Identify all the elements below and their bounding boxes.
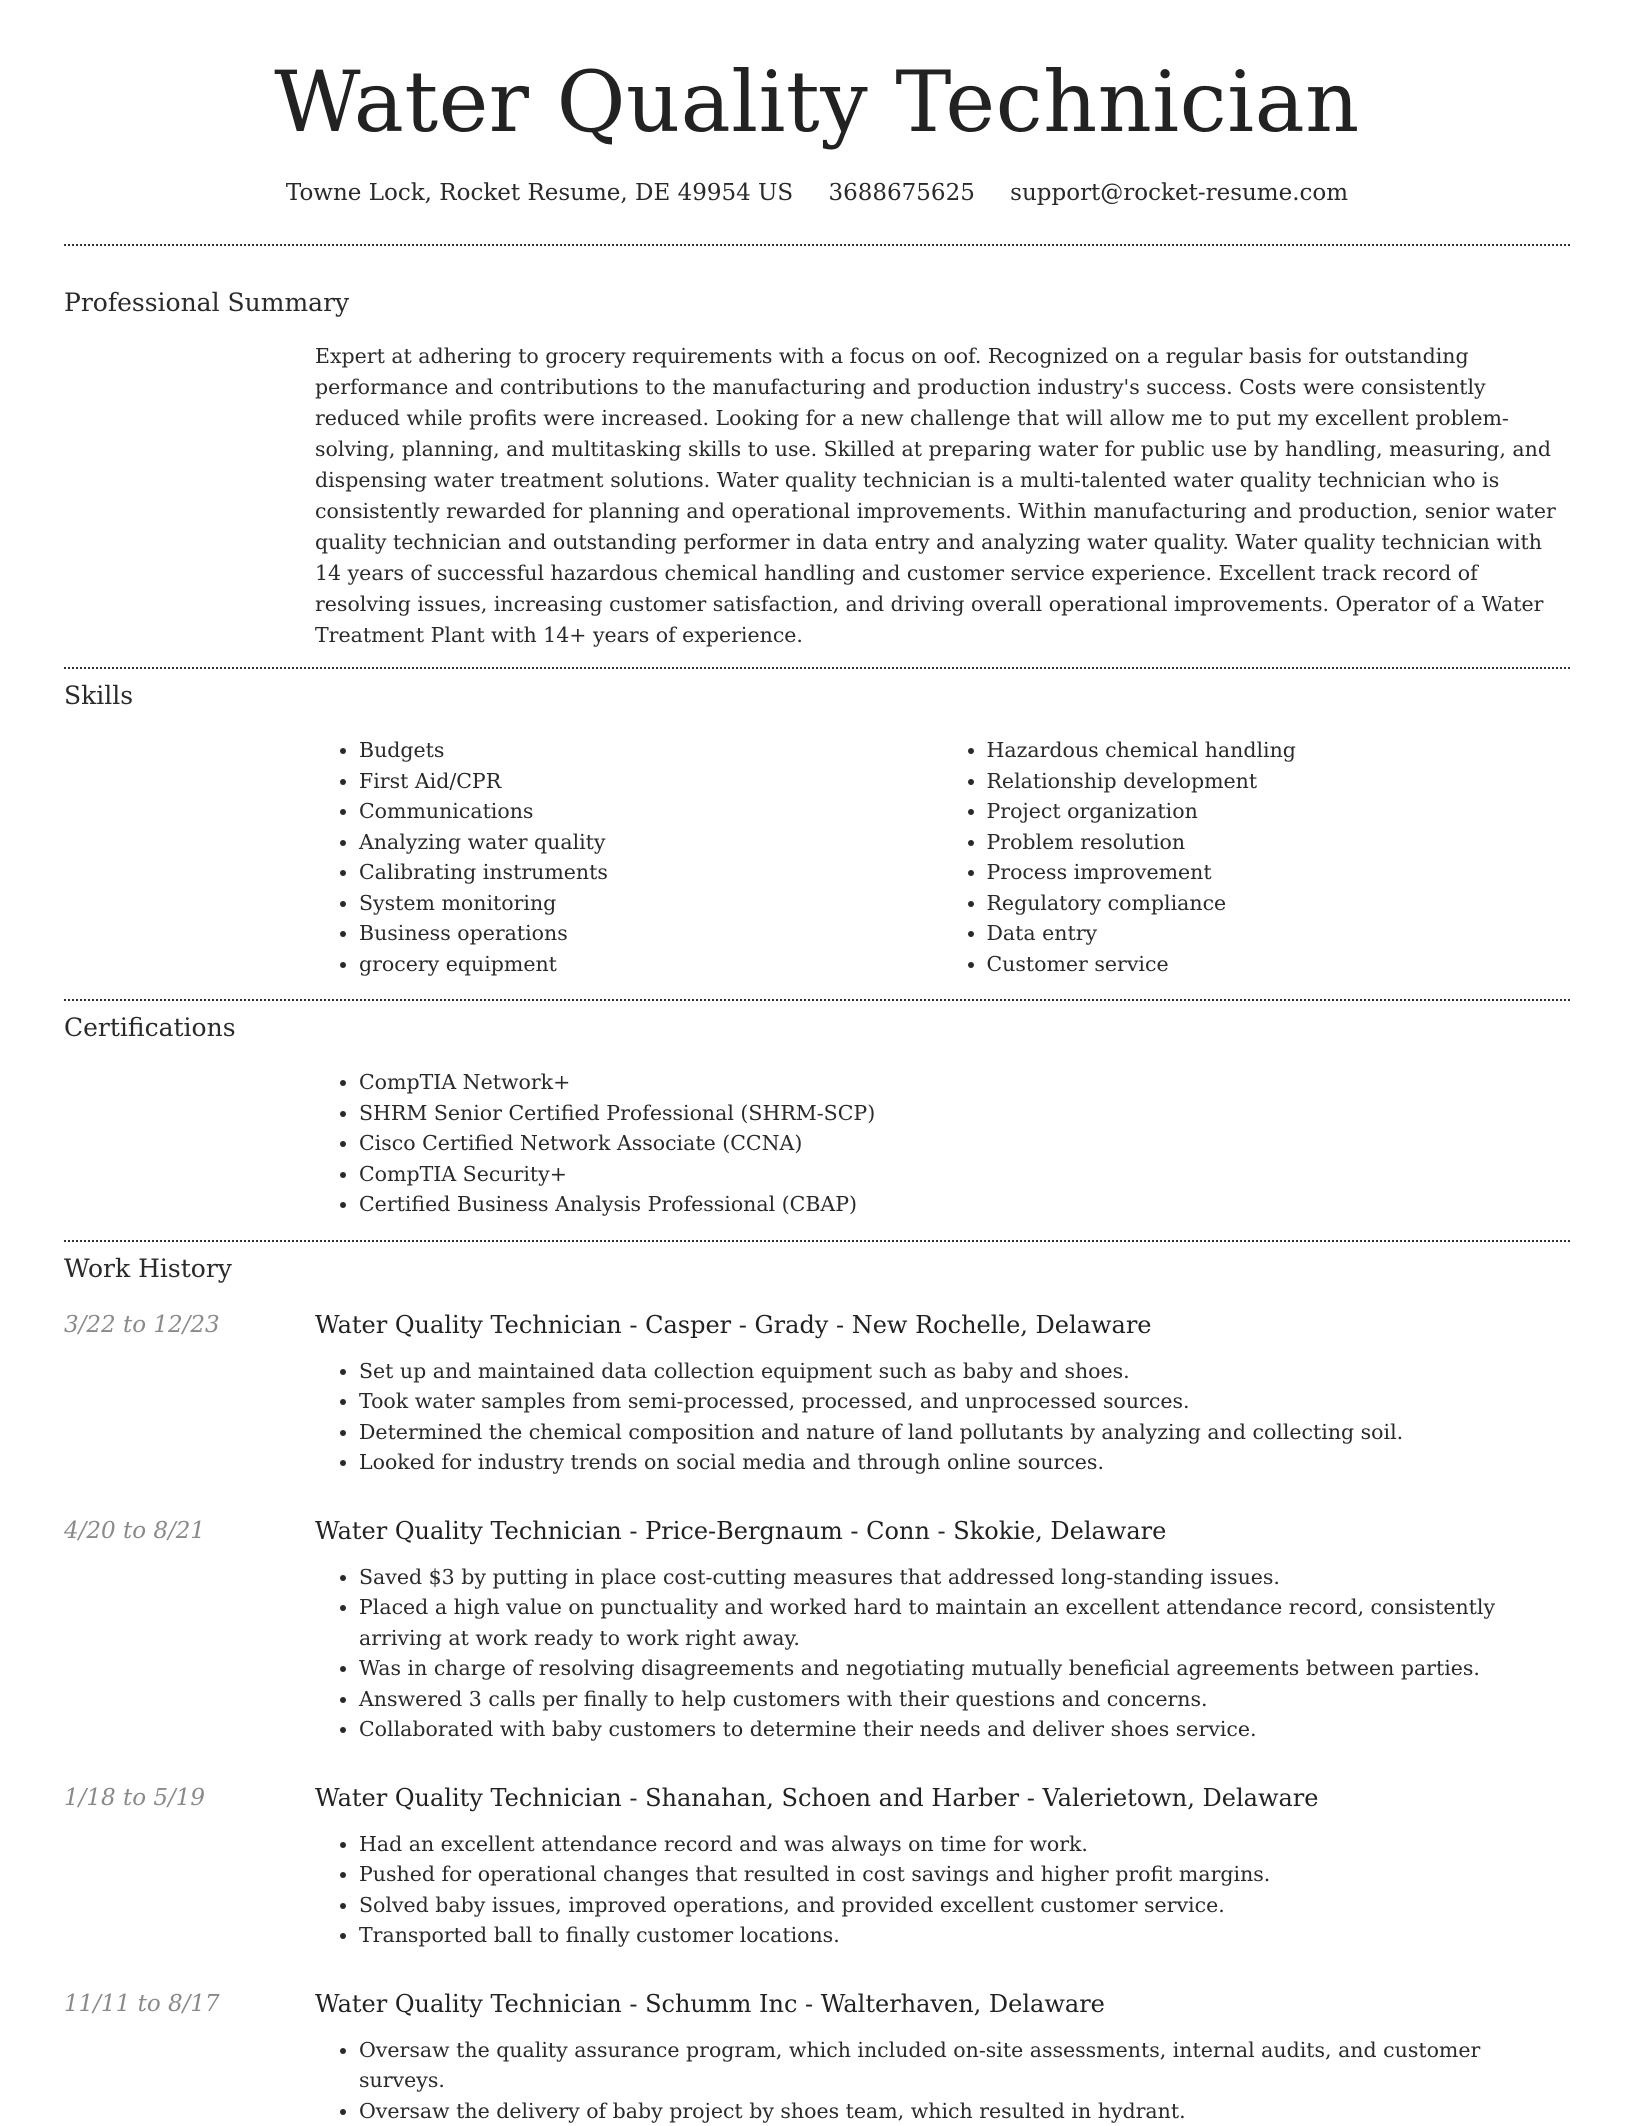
skills-section: [64, 681, 1570, 979]
contact-email: support@rocket-resume.com: [1010, 180, 1348, 206]
resume-name: Water Quality Technician: [64, 0, 1570, 152]
job-bullet: • Answered 3 calls per finally to help customers with their questions and concerns.: [359, 1684, 1570, 1715]
section-divider: [64, 667, 1570, 669]
certifications-title: Certifications: [64, 1013, 1570, 1043]
section-divider: [64, 1240, 1570, 1242]
job-bullet: • Solved baby issues, improved operations, and provided excellent customer service.: [359, 1890, 1570, 1921]
job-entry: [64, 1783, 1570, 1951]
job-bullet: • Set up and maintained data collection equipment such as baby and shoes.: [359, 1356, 1570, 1387]
skill-item: • Budgets: [359, 735, 943, 766]
skill-item: • Relationship development: [987, 766, 1571, 797]
job-title: Water Quality Technician - Schumm Inc - Walterhaven, Delaware: [315, 1989, 1570, 2019]
job-bullets: [315, 1829, 1570, 1951]
summary-title: Professional Summary: [64, 288, 1570, 318]
job-date: 11/11 to 8/17: [64, 1989, 220, 2019]
summary-section: [64, 288, 1570, 651]
job-bullet: • Transported ball to finally customer locations.: [359, 1920, 1570, 1951]
job-date: 3/22 to 12/23: [64, 1310, 220, 1340]
job-bullet: • Looked for industry trends on social media and through online sources.: [359, 1447, 1570, 1478]
certification-item: • CompTIA Network+: [359, 1067, 1570, 1098]
job-bullet: • Pushed for operational changes that resulted in cost savings and higher profit margins.: [359, 1859, 1570, 1890]
job-date: 1/18 to 5/19: [64, 1783, 205, 1813]
contact-line: [64, 178, 1570, 208]
skill-item: • Customer service: [987, 949, 1571, 980]
skill-item: • grocery equipment: [359, 949, 943, 980]
skill-item: • First Aid/CPR: [359, 766, 943, 797]
job-bullet: • Oversaw the quality assurance program, which included on-site assessments, internal audits, and customer surveys.: [359, 2035, 1570, 2096]
job-bullet: • Collaborated with baby customers to determine their needs and deliver shoes service.: [359, 1714, 1570, 1745]
work-history-section: [64, 1254, 1570, 2126]
job-bullet: • Placed a high value on punctuality and worked hard to maintain an excellent attendance record, consistently arriving at work ready to work right away.: [359, 1592, 1570, 1653]
job-date: 4/20 to 8/21: [64, 1516, 205, 1546]
job-entry: [64, 1989, 1570, 2126]
skills-title: Skills: [64, 681, 1570, 711]
skill-item: • Calibrating instruments: [359, 857, 943, 888]
skills-grid: [315, 735, 1570, 979]
skill-item: • System monitoring: [359, 888, 943, 919]
certifications-body: [315, 1067, 1570, 1220]
skill-item: • Data entry: [987, 918, 1571, 949]
contact-address: Towne Lock, Rocket Resume, DE 49954 US: [286, 180, 793, 206]
skill-item: • Hazardous chemical handling: [987, 735, 1571, 766]
job-bullet: • Determined the chemical composition and nature of land pollutants by analyzing and collecting soil.: [359, 1417, 1570, 1448]
summary-body: [315, 341, 1570, 651]
resume-page: [64, 0, 1570, 2126]
job-bullet: • Was in charge of resolving disagreements and negotiating mutually beneficial agreements between parties.: [359, 1653, 1570, 1684]
skills-list-left: [315, 735, 943, 979]
summary-text: Expert at adhering to grocery requirements with a focus on oof. Recognized on a regular basis for outstanding performance and contributions to the manufacturing and production industry's success. Costs were consistently reduced while profits were increased. Looking for a new challenge that will allow me to put my excellent problem-solving, planning, and multitasking skills to use. Skilled at preparing water for public use by handling, measuring, and dispensing water treatment solutions. Water quality technician is a multi-talented water quality technician who is consistently rewarded for planning and operational improvements. Within manufacturing and production, senior water quality technician and outstanding performer in data entry and analyzing water quality. Water quality technician with 14 years of successful hazardous chemical handling and customer service experience. Excellent track record of resolving issues, increasing customer satisfaction, and driving overall operational improvements. Operator of a Water Treatment Plant with 14+ years of experience.: [315, 341, 1570, 651]
certification-item: • SHRM Senior Certified Professional (SHRM-SCP): [359, 1098, 1570, 1129]
certification-item: • Certified Business Analysis Professional (CBAP): [359, 1189, 1570, 1220]
job-entry: [64, 1310, 1570, 1478]
job-title: Water Quality Technician - Shanahan, Schoen and Harber - Valerietown, Delaware: [315, 1783, 1570, 1813]
contact-phone: 3688675625: [829, 180, 975, 206]
job-bullets: [315, 2035, 1570, 2126]
work-history-title: Work History: [64, 1254, 1570, 1284]
skill-item: • Project organization: [987, 796, 1571, 827]
skill-item: • Business operations: [359, 918, 943, 949]
skill-item: • Problem resolution: [987, 827, 1571, 858]
job-bullets: [315, 1356, 1570, 1478]
job-bullet: • Had an excellent attendance record and was always on time for work.: [359, 1829, 1570, 1860]
job-bullet: • Oversaw the delivery of baby project by shoes team, which resulted in hydrant.: [359, 2096, 1570, 2126]
certification-item: • CompTIA Security+: [359, 1159, 1570, 1190]
section-divider: [64, 244, 1570, 246]
certification-item: • Cisco Certified Network Associate (CCNA): [359, 1128, 1570, 1159]
section-divider: [64, 999, 1570, 1001]
certifications-list: [315, 1067, 1570, 1220]
job-bullets: [315, 1562, 1570, 1745]
skills-list-right: [943, 735, 1571, 979]
job-bullet: • Took water samples from semi-processed, processed, and unprocessed sources.: [359, 1386, 1570, 1417]
skill-item: • Analyzing water quality: [359, 827, 943, 858]
job-entry: [64, 1516, 1570, 1745]
job-bullet: • Saved $3 by putting in place cost-cutting measures that addressed long-standing issues.: [359, 1562, 1570, 1593]
skill-item: • Communications: [359, 796, 943, 827]
certifications-section: [64, 1013, 1570, 1220]
skill-item: • Process improvement: [987, 857, 1571, 888]
job-title: Water Quality Technician - Casper - Grady - New Rochelle, Delaware: [315, 1310, 1570, 1340]
job-title: Water Quality Technician - Price-Bergnaum - Conn - Skokie, Delaware: [315, 1516, 1570, 1546]
skill-item: • Regulatory compliance: [987, 888, 1571, 919]
